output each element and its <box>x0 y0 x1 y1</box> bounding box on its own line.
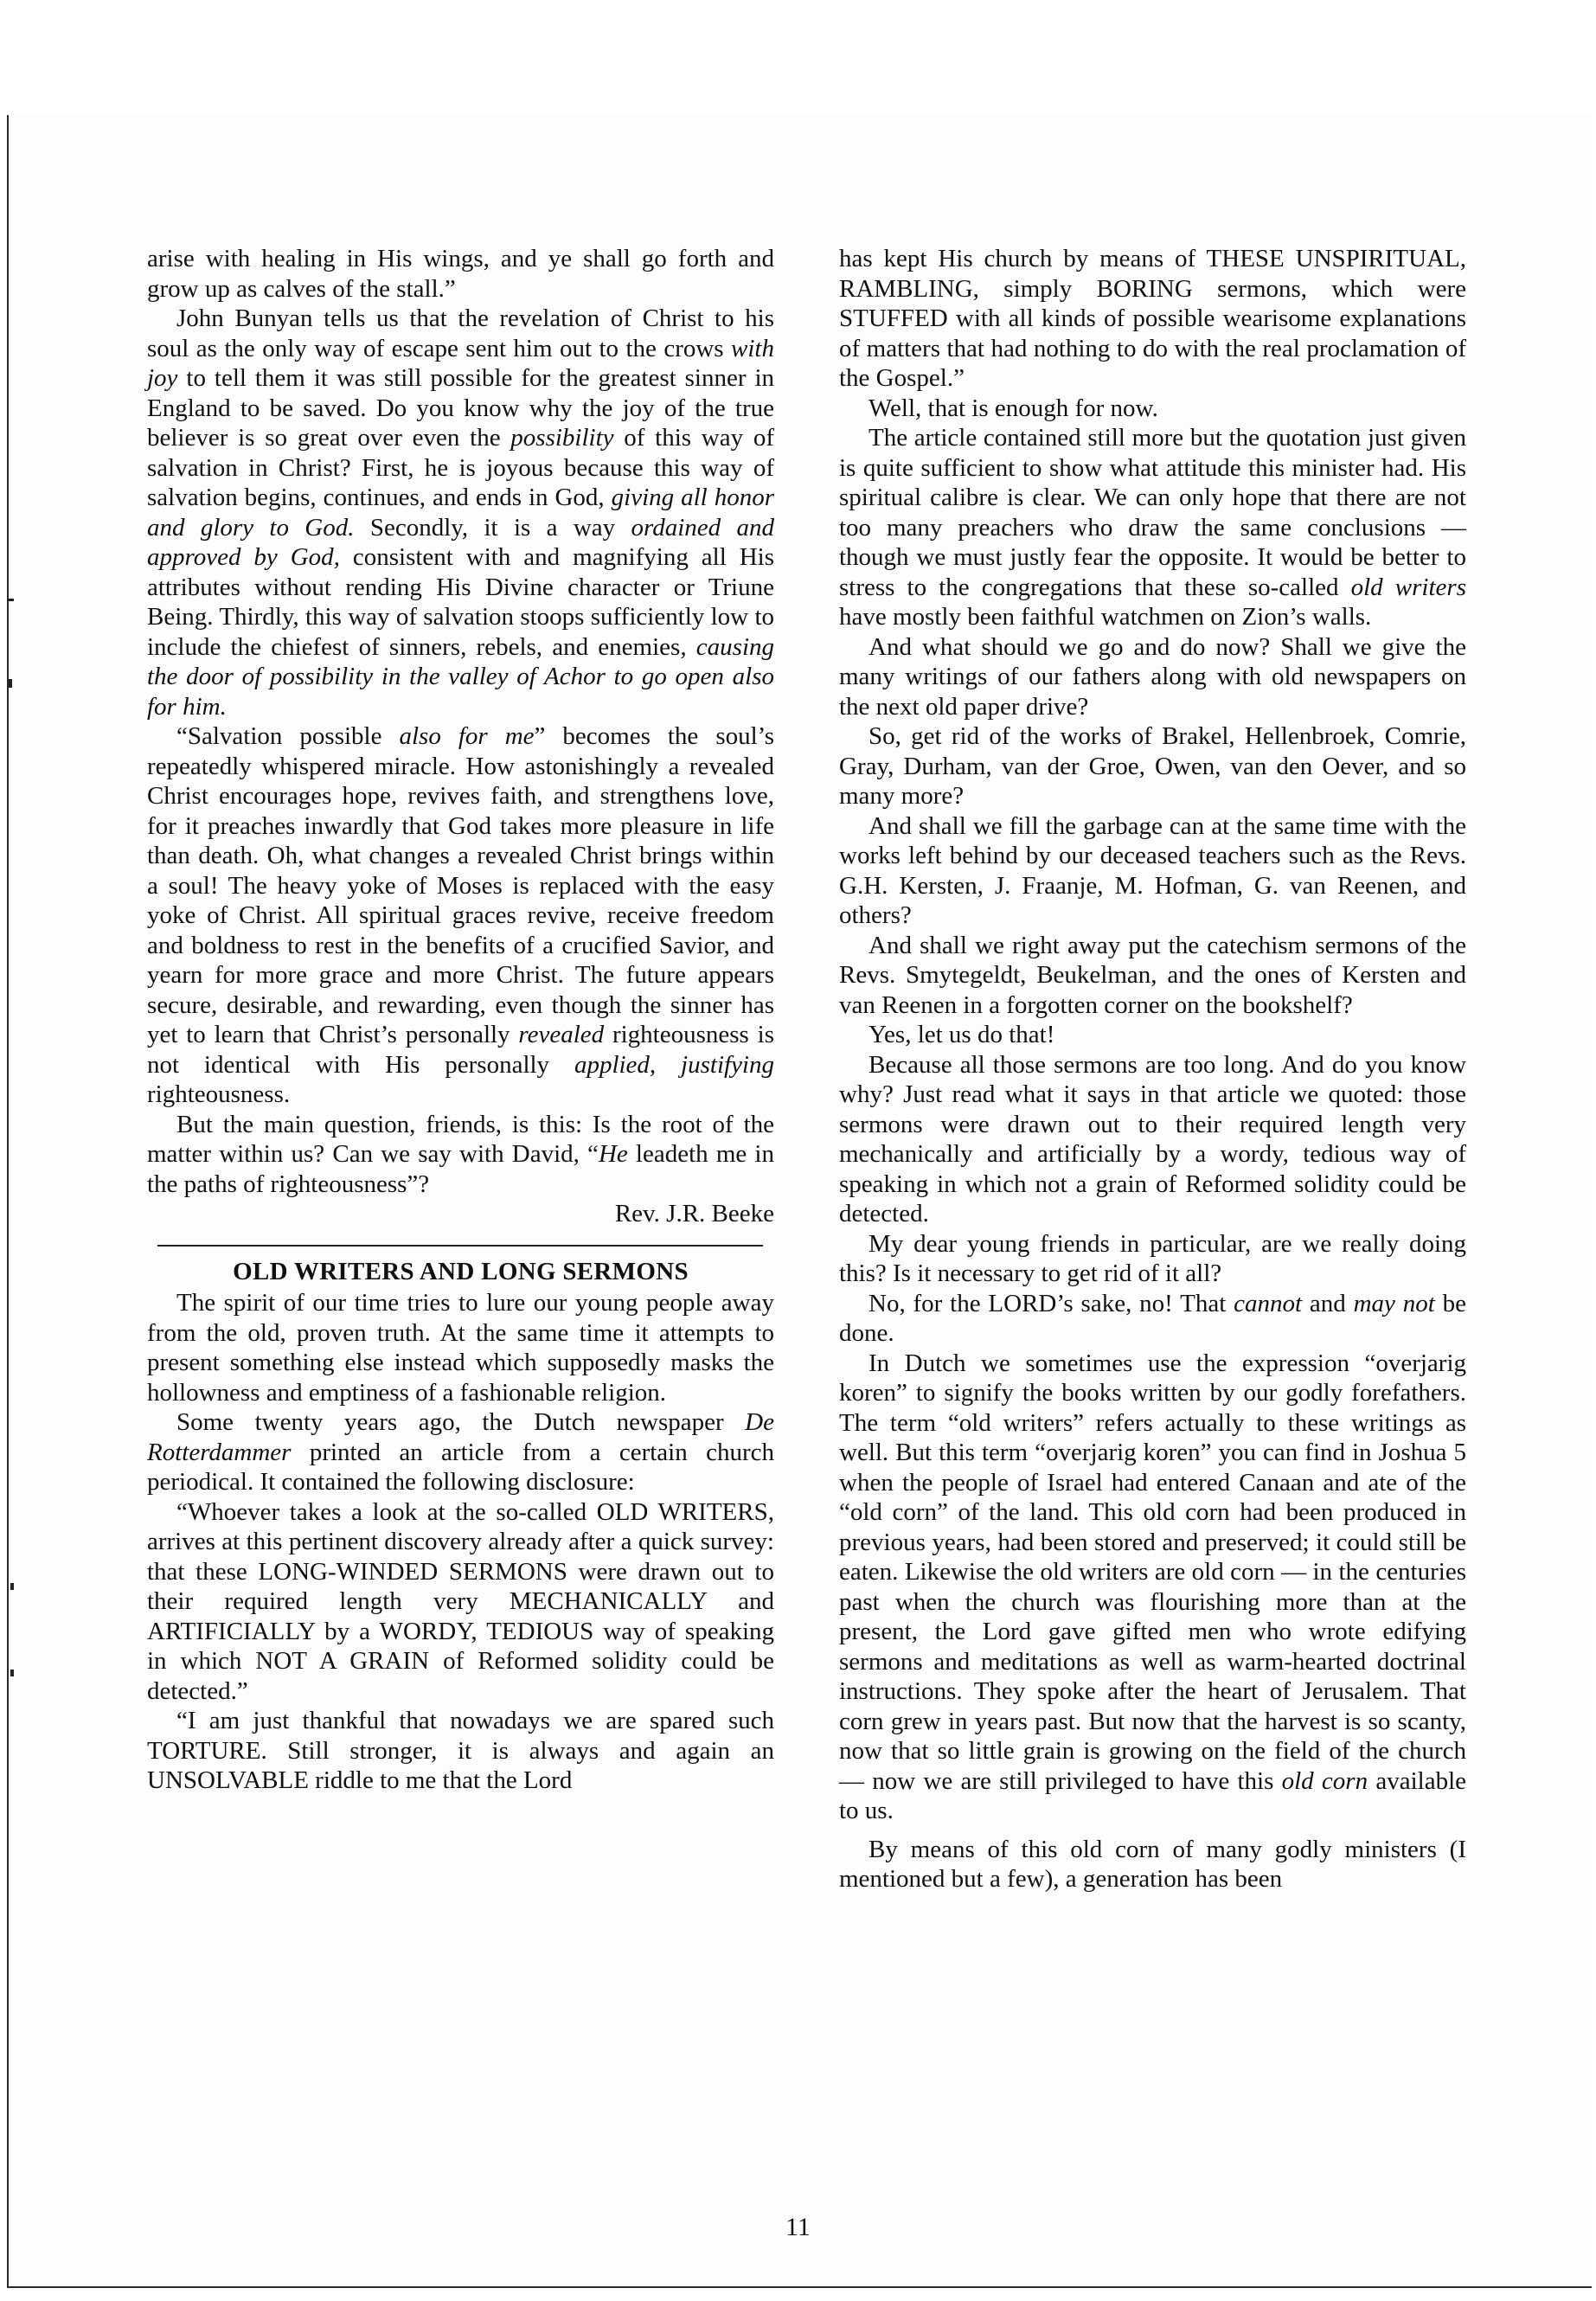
author-signature: Rev. J.R. Beeke <box>614 1200 774 1227</box>
paragraph: Because all those sermons are too long. And do you know why? Just read what it says in that article we quoted: those sermons were drawn out to their required length very mechanically and artificially by a wordy, tedious way of speaking in which not a grain of Reformed solidity could be detected. <box>839 1050 1466 1227</box>
margin-mark <box>10 1670 14 1676</box>
paragraph: In Dutch we sometimes use the expression “overjarig koren” to signify the books written by our godly forefathers. The term “old writers” refers actually to these writings as well. But this term “overjarig koren” you can find in Joshua 5 when the people of Israel had entered Canaan and ate of the “old corn” of the land. This old corn had been produced in previous years, had been stored and preserved; it could still be eaten. Likewise the old writers are old corn — in the centuries past when the church was flourishing more than at the present, the Lord gave gifted men who wrote edifying sermons and meditations as well as warm-hearted doctrinal instructions. They spoke after the heart of Jerusalem. That corn grew in years past. But now that the harvest is so scanty, now that so little grain is growing on the field of the church — now we are still privileged to have this old corn available to us. <box>839 1349 1466 1824</box>
quote-paragraph: “I am just thankful that nowadays we are spared such TORTURE. Still stronger, it is always and again an UNSOLVABLE riddle to me that the Lord <box>147 1707 774 1794</box>
paragraph: My dear young friends in particular, are we really doing this? Is it necessary to get rid of it all? <box>839 1229 1466 1287</box>
paragraph: The article contained still more but the quotation just given is quite sufficient to show what attitude this minister had. His spiritual calibre is clear. We can only hope that there are not too many preachers who draw the same conclusions — though we must justly fear the opposite. It would be better to stress to the congregations that these so-called old writers have mostly been faithful watchmen on Zion’s walls. <box>839 424 1466 631</box>
margin-mark <box>8 679 12 688</box>
paragraph: has kept His church by means of THESE UNSPIRITUAL, RAMBLING, simply BORING sermons, which were STUFFED with all kinds of possible wearisome explanations of matters that had nothing to do with the real proclamation of the Gospel.” <box>839 245 1466 392</box>
paragraph: And shall we fill the garbage can at the same time with the works left behind by our deceased teachers such as the Revs. G.H. Kersten, J. Fraanje, M. Hofman, G. van Reenen, and others? <box>839 811 1466 929</box>
left-column <box>147 244 774 1796</box>
paragraph: John Bunyan tells us that the revelation of Christ to his soul as the only way of escape sent him out to the crows with joy to tell them it was still possible for the greatest sinner in England to be saved. Do you know why the joy of the true believer is so great over even the possibility of this way of salvation in Christ? First, he is joyous because this way of salvation begins, continues, and ends in God, giving all honor and glory to God. Secondly, it is a way ordained and approved by God, consistent with and magnifying all His attributes without rending His Divine character or Triune Being. Thirdly, this way of salvation stoops sufficiently low to include the chiefest of sinners, rebels, and enemies, causing the door of possibility in the valley of Achor to go open also for him. <box>147 304 774 721</box>
paragraph: And what should we go and do now? Shall we give the many writings of our fathers along with old newspapers on the next old paper drive? <box>839 632 1466 721</box>
paragraph: And shall we right away put the catechism sermons of the Revs. Smytegeldt, Beukelman, and the ones of Kersten and van Reenen in a forgotten corner on the bookshelf? <box>839 931 1466 1019</box>
paragraph: No, for the LORD’s sake, no! That cannot and may not be done. <box>839 1289 1467 1347</box>
right-column <box>839 244 1466 1894</box>
margin-mark <box>7 599 14 601</box>
paragraph: arise with healing in His wings, and ye shall go forth and grow up as calves of the stall.” <box>147 245 774 303</box>
paragraph: Some twenty years ago, the Dutch newspaper De Rotterdammer printed an article from a certain church periodical. It contained the following disclosure: <box>147 1408 774 1496</box>
paragraph: The spirit of our time tries to lure our young people away from the old, proven truth. At the same time it attempts to present something else instead which supposedly masks the hollowness and emptiness of a fashionable religion. <box>147 1289 774 1407</box>
paragraph: Yes, let us do that! <box>869 1021 1055 1048</box>
article-heading: OLD WRITERS AND LONG SERMONS <box>233 1257 689 1285</box>
paragraph: So, get rid of the works of Brakel, Hellenbroek, Comrie, Gray, Durham, van der Groe, Owen, van den Oever, and so many more? <box>839 722 1466 810</box>
paragraph: By means of this old corn of many godly ministers (I mentioned but a few), a generation has been <box>839 1835 1466 1893</box>
paragraph: But the main question, friends, is this: Is the root of the matter within us? Can we say with David, “He leadeth me in the paths of righteousness”? <box>147 1110 774 1198</box>
quote-paragraph: “Whoever takes a look at the so-called OLD WRITERS, arrives at this pertinent discovery already after a quick survey: that these LONG-WINDED SERMONS were drawn out to their required length very MECHANICALLY and ARTIFICIALLY by a WORDY, TEDIOUS way of speaking in which NOT A GRAIN of Reformed solidity could be detected.” <box>147 1497 774 1705</box>
margin-mark <box>10 1583 14 1590</box>
section-divider <box>157 1245 763 1247</box>
paragraph: “Salvation possible also for me” becomes the soul’s repeatedly whispered miracle. How astonishingly a revealed Christ encourages hope, revives faith, and strengthens love, for it preaches inwardly that God takes more pleasure in life than death. Oh, what changes a revealed Christ brings within a soul! The heavy yoke of Moses is replaced with the easy yoke of Christ. All spiritual graces revive, receive freedom and boldness to rest in the benefits of a crucified Savior, and yearn for more grace and more Christ. The future appears secure, desirable, and rewarding, even though the sinner has yet to learn that Christ’s personally revealed righteousness is not identical with His personally applied, justifying righteousness. <box>147 722 775 1108</box>
paragraph: Well, that is enough for now. <box>869 394 1158 422</box>
page-number: 11 <box>785 2213 811 2241</box>
